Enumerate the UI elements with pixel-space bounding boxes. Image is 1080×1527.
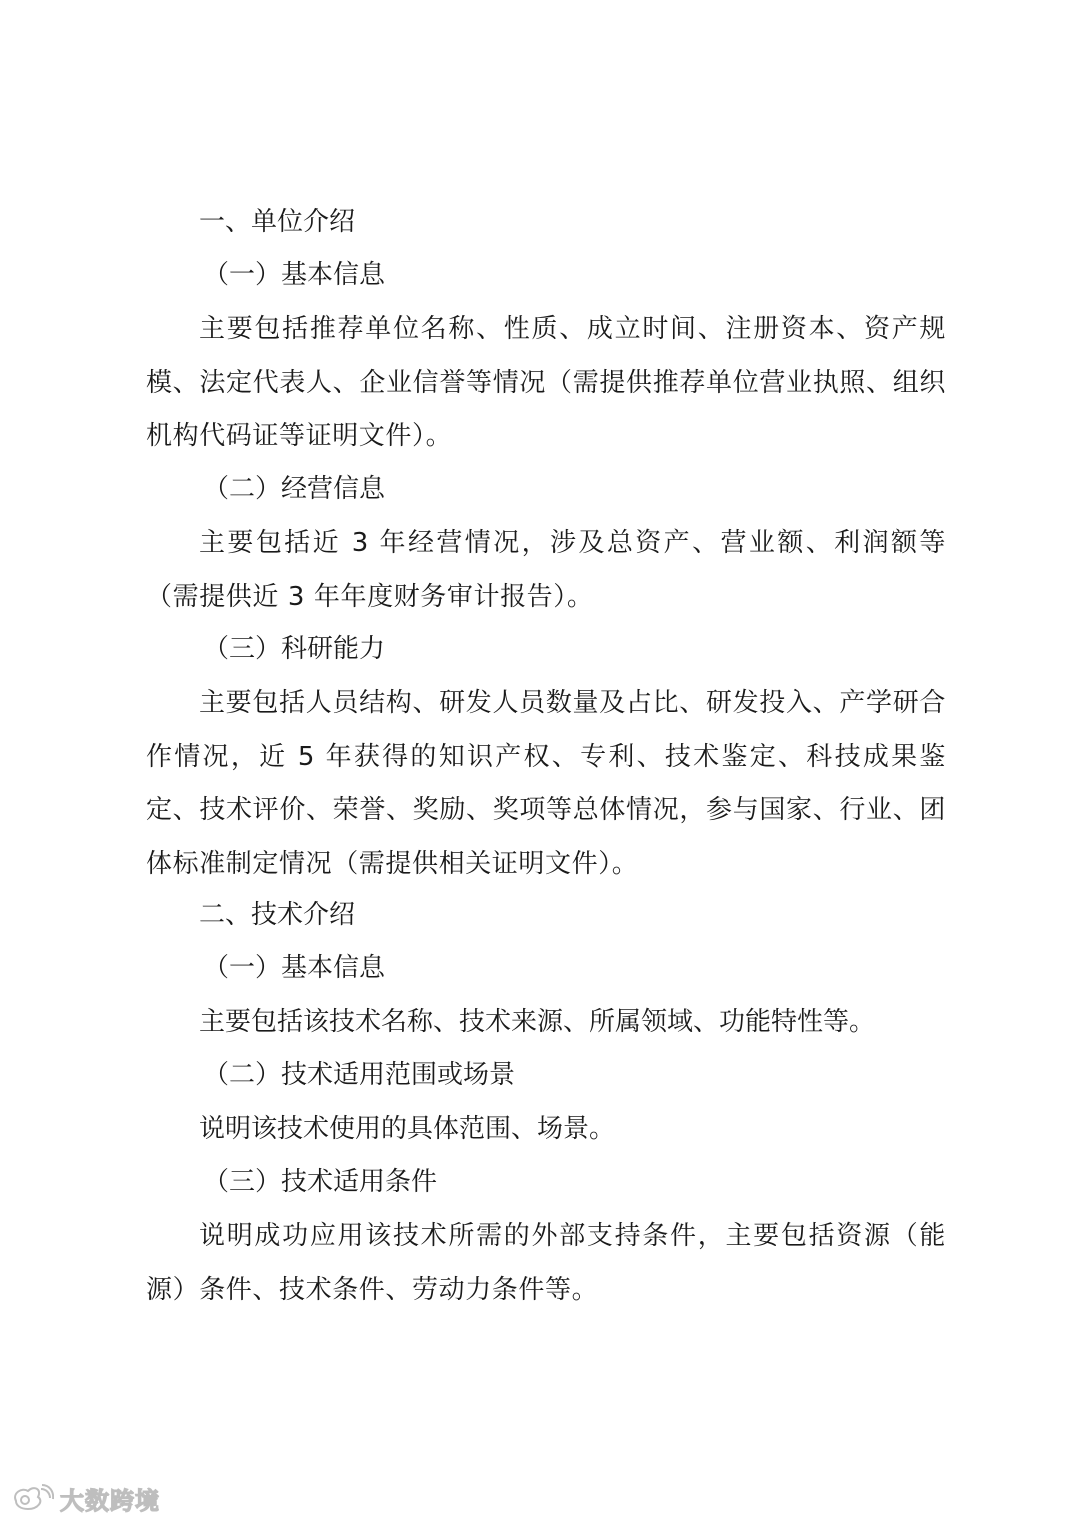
watermark-text: 大数跨境 xyxy=(60,1486,160,1515)
subsection-heading-1-1: （一）基本信息 xyxy=(203,260,386,290)
subsection-heading-2-1: （一）基本信息 xyxy=(203,953,386,983)
section-heading-2: 二、技术介绍 xyxy=(199,900,356,930)
paragraph-2-1: 主要包括该技术名称、技术来源、所属领域、功能特性等。 xyxy=(199,1007,876,1037)
subsection-heading-2-3: （三）技术适用条件 xyxy=(203,1167,438,1197)
subsection-heading-1-2: （二）经营信息 xyxy=(203,474,386,504)
paragraph-1-3: 主要包括人员结构、研发人员数量及占比、研发投入、产学研合作情况，近 5 年获得的知识产权、专利、技术鉴定、科技成果鉴定、技术评价、荣誉、奖励、奖项等总体情况，参与国家、行业、团体标准制定情况（需提供相关证明文件）。 xyxy=(146,688,946,879)
subsection-heading-2-2: （二）技术适用范围或场景 xyxy=(203,1060,516,1090)
weibo-like-logo-icon xyxy=(8,1483,54,1513)
watermark xyxy=(8,1478,160,1518)
subsection-heading-1-3: （三）科研能力 xyxy=(203,634,386,664)
section-heading-1: 一、单位介绍 xyxy=(199,207,356,237)
paragraph-1-1: 主要包括推荐单位名称、性质、成立时间、注册资本、资产规模、法定代表人、企业信誉等情况（需提供推荐单位营业执照、组织机构代码证等证明文件）。 xyxy=(146,314,946,451)
paragraph-1-2: 主要包括近 3 年经营情况，涉及总资产、营业额、利润额等（需提供近 3 年年度财务审计报告）。 xyxy=(146,528,946,612)
paragraph-2-3: 说明成功应用该技术所需的外部支持条件，主要包括资源（能源）条件、技术条件、劳动力条件等。 xyxy=(146,1221,946,1305)
paragraph-2-2: 说明该技术使用的具体范围、场景。 xyxy=(199,1114,616,1144)
